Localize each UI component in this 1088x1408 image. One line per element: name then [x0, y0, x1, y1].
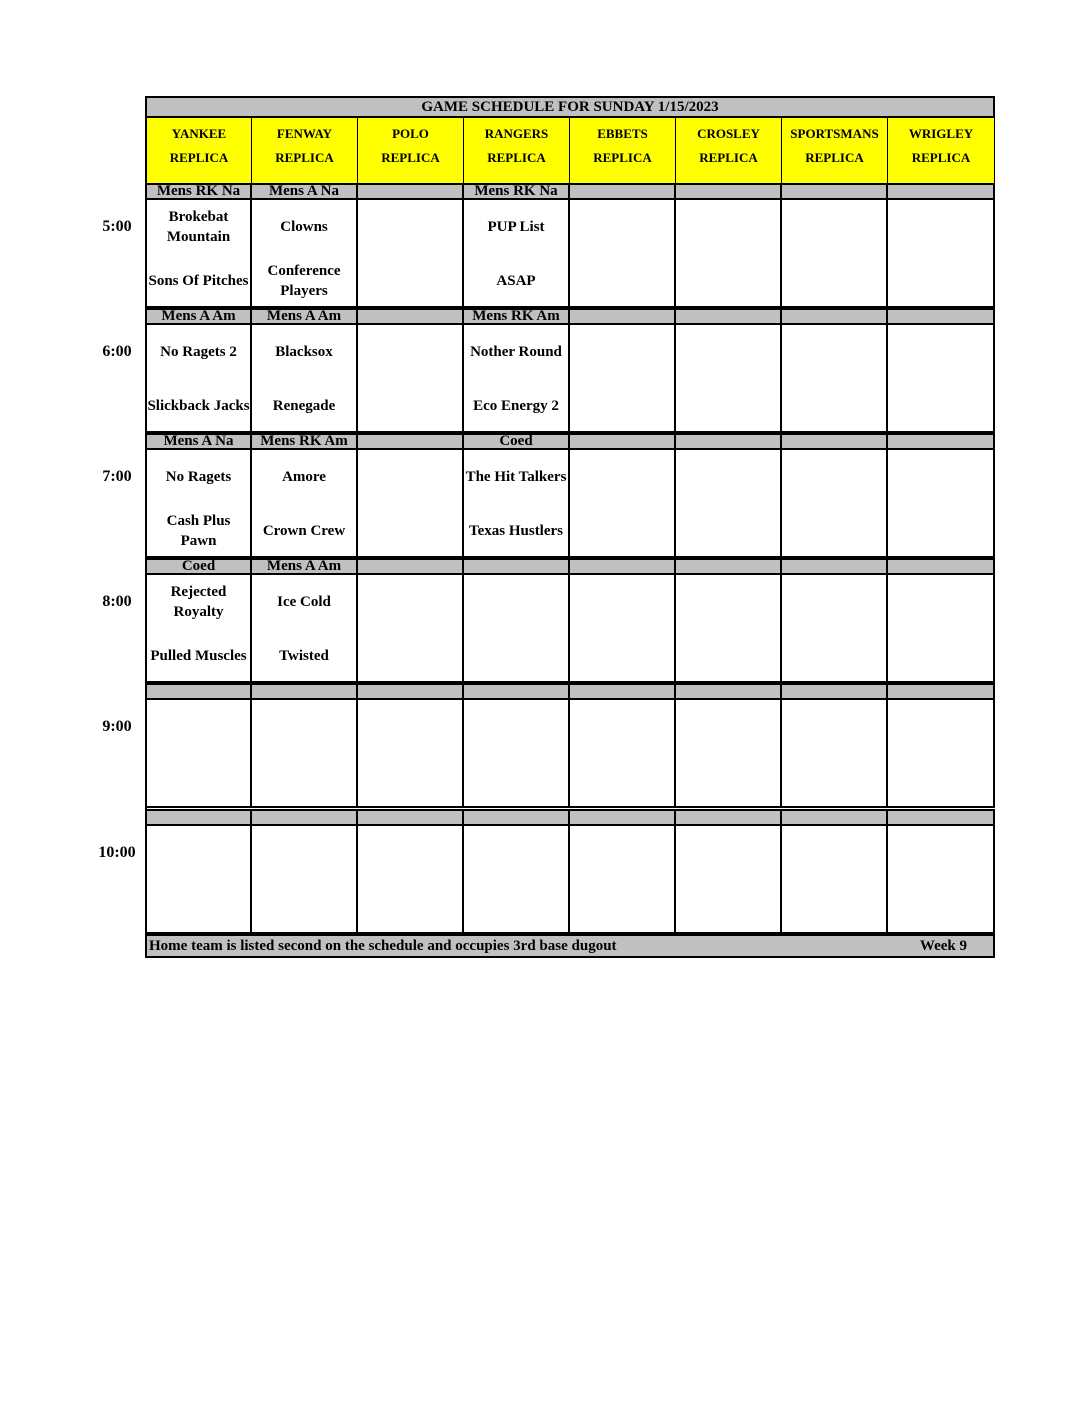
division-label: Mens A Am	[252, 308, 358, 325]
away-team	[782, 204, 886, 250]
away-team	[676, 329, 780, 375]
field-subtitle: REPLICA	[699, 150, 758, 165]
away-team	[888, 579, 993, 625]
game-cell	[464, 200, 570, 308]
game-cell	[888, 450, 995, 558]
home-team	[464, 758, 568, 804]
division-label: Mens A Am	[252, 558, 358, 575]
field-name: POLO	[392, 126, 429, 141]
game-cell	[782, 450, 888, 558]
game-cell	[464, 700, 570, 808]
away-team: Nother Round	[470, 344, 562, 360]
game-cell	[888, 325, 995, 433]
time-label: 8:00	[102, 593, 132, 610]
away-team	[888, 454, 993, 500]
home-team	[358, 383, 462, 429]
field-name: CROSLEY	[697, 126, 760, 141]
home-team	[570, 508, 674, 554]
field-name: FENWAY	[276, 126, 333, 141]
schedule-footer	[145, 934, 995, 958]
away-team	[570, 454, 674, 500]
home-team	[570, 884, 674, 930]
field-name: RANGERS	[484, 126, 549, 141]
division-label: Mens RK Na	[464, 183, 570, 200]
away-team	[358, 704, 462, 750]
division-label	[570, 308, 676, 325]
division-label	[888, 433, 995, 450]
game-cell	[570, 450, 676, 558]
field-subtitle: REPLICA	[169, 150, 229, 165]
home-team	[147, 758, 250, 804]
field-subtitle: REPLICA	[805, 150, 864, 165]
game-cell	[147, 325, 252, 433]
division-label	[464, 683, 570, 700]
division-label	[782, 433, 888, 450]
home-team	[464, 884, 568, 930]
time-label: 7:00	[102, 468, 132, 485]
away-team	[888, 204, 993, 250]
home-team	[676, 383, 780, 429]
home-team	[570, 633, 674, 679]
division-label	[252, 683, 358, 700]
away-team: Ice Cold	[277, 594, 331, 610]
footer-note: Home team is listed second on the schedule and occupies 3rd base dugout	[149, 938, 617, 954]
time-label: 9:00	[102, 718, 132, 735]
game-cell	[252, 200, 358, 308]
away-team	[888, 329, 993, 375]
table-left-border	[145, 96, 147, 958]
home-team	[147, 884, 250, 930]
division-label	[147, 809, 252, 826]
division-label	[888, 809, 995, 826]
field-subtitle: REPLICA	[593, 150, 652, 165]
game-cell	[147, 450, 252, 558]
home-team	[888, 258, 993, 304]
game-cell	[888, 700, 995, 808]
game-cell	[358, 575, 464, 683]
division-label	[782, 183, 888, 200]
division-label	[358, 433, 464, 450]
division-label: Mens RK Na	[147, 183, 252, 200]
division-label: Mens A Na	[147, 433, 252, 450]
away-team	[888, 830, 993, 876]
time-label: 5:00	[102, 218, 132, 235]
game-cell	[888, 200, 995, 308]
game-cell	[358, 325, 464, 433]
schedule-title: GAME SCHEDULE FOR SUNDAY 1/15/2023	[145, 96, 995, 118]
away-team	[676, 454, 780, 500]
game-cell	[252, 450, 358, 558]
away-team: The Hit Talkers	[465, 469, 567, 485]
division-label: Mens A Am	[147, 308, 252, 325]
away-team	[888, 704, 993, 750]
away-team: Blacksox	[275, 344, 333, 360]
home-team: Conference Players	[267, 263, 341, 299]
away-team	[570, 579, 674, 625]
home-team	[252, 758, 356, 804]
away-team	[358, 329, 462, 375]
division-label	[676, 558, 782, 575]
away-team	[358, 579, 462, 625]
home-team: Texas Hustlers	[468, 523, 564, 539]
field-header	[252, 118, 358, 183]
away-team	[464, 579, 568, 625]
home-team: Crown Crew	[262, 523, 346, 539]
home-team	[358, 884, 462, 930]
time-label: 10:00	[98, 844, 136, 861]
home-team	[888, 383, 993, 429]
game-cell	[252, 325, 358, 433]
home-team	[676, 884, 780, 930]
home-team	[782, 884, 886, 930]
game-cell	[570, 700, 676, 808]
game-cell	[676, 575, 782, 683]
division-label	[676, 433, 782, 450]
home-team	[464, 633, 568, 679]
division-label	[570, 433, 676, 450]
home-team: Renegade	[272, 398, 336, 414]
field-name: WRIGLEY	[908, 126, 974, 141]
field-subtitle: REPLICA	[381, 150, 440, 165]
away-team: No Ragets 2	[160, 344, 237, 360]
away-team	[147, 704, 250, 750]
field-name: EBBETS	[597, 126, 648, 141]
game-cell	[358, 450, 464, 558]
division-label	[358, 809, 464, 826]
home-team	[782, 258, 886, 304]
division-label	[464, 809, 570, 826]
away-team: No Ragets	[165, 469, 232, 485]
home-team	[570, 758, 674, 804]
home-team	[676, 633, 780, 679]
home-team: Sons Of Pitches	[148, 273, 249, 289]
home-team	[888, 758, 993, 804]
division-label	[570, 683, 676, 700]
away-team	[782, 579, 886, 625]
division-label: Mens RK Am	[464, 308, 570, 325]
division-label	[782, 308, 888, 325]
home-team: Pulled Muscles	[150, 648, 247, 664]
division-label	[676, 809, 782, 826]
game-cell	[252, 826, 358, 934]
division-label	[676, 183, 782, 200]
game-cell	[252, 575, 358, 683]
field-name: YANKEE	[171, 126, 227, 141]
game-cell	[252, 700, 358, 808]
away-team: Rejected Royalty	[170, 584, 227, 620]
home-team	[676, 508, 780, 554]
game-cell	[676, 826, 782, 934]
home-team	[888, 884, 993, 930]
home-team	[358, 633, 462, 679]
division-label: Coed	[464, 433, 570, 450]
field-header	[782, 118, 888, 183]
game-cell	[570, 575, 676, 683]
field-header	[147, 118, 252, 183]
division-label	[782, 683, 888, 700]
division-label	[570, 809, 676, 826]
home-team	[570, 258, 674, 304]
division-label	[782, 558, 888, 575]
home-team	[888, 633, 993, 679]
away-team	[464, 704, 568, 750]
away-team: PUP List	[487, 219, 545, 235]
home-team: ASAP	[496, 273, 536, 289]
game-cell	[676, 450, 782, 558]
home-team	[358, 258, 462, 304]
game-cell	[464, 575, 570, 683]
division-label	[888, 183, 995, 200]
home-team	[570, 383, 674, 429]
away-team	[782, 830, 886, 876]
game-cell	[147, 700, 252, 808]
division-label	[147, 683, 252, 700]
division-label	[888, 308, 995, 325]
game-cell	[464, 826, 570, 934]
away-team	[676, 579, 780, 625]
away-team	[570, 830, 674, 876]
home-team: Cash Plus Pawn	[166, 513, 231, 549]
game-cell	[782, 325, 888, 433]
home-team	[782, 383, 886, 429]
field-header	[464, 118, 570, 183]
game-cell	[147, 575, 252, 683]
home-team: Eco Energy 2	[473, 398, 559, 414]
week-label: Week 9	[919, 938, 967, 954]
division-label	[570, 558, 676, 575]
game-cell	[358, 826, 464, 934]
away-team	[358, 830, 462, 876]
away-team	[782, 704, 886, 750]
division-label: Mens RK Am	[252, 433, 358, 450]
home-team	[888, 508, 993, 554]
division-label: Coed	[147, 558, 252, 575]
game-cell	[570, 826, 676, 934]
game-cell	[570, 200, 676, 308]
home-team	[358, 508, 462, 554]
home-team	[782, 508, 886, 554]
game-cell	[782, 700, 888, 808]
game-cell	[147, 826, 252, 934]
away-team	[358, 204, 462, 250]
field-subtitle: REPLICA	[487, 150, 546, 165]
away-team	[782, 454, 886, 500]
away-team	[570, 204, 674, 250]
away-team	[676, 704, 780, 750]
division-label	[464, 558, 570, 575]
home-team	[782, 633, 886, 679]
away-team	[252, 830, 356, 876]
home-team: Twisted	[279, 648, 329, 664]
division-label	[782, 809, 888, 826]
game-cell	[888, 826, 995, 934]
home-team	[252, 884, 356, 930]
division-label	[358, 558, 464, 575]
field-header	[570, 118, 676, 183]
division-label	[358, 683, 464, 700]
field-header	[888, 118, 995, 183]
division-label	[676, 683, 782, 700]
home-team	[782, 758, 886, 804]
division-label	[358, 308, 464, 325]
home-team: Slickback Jacks	[147, 398, 250, 414]
field-header	[358, 118, 464, 183]
game-cell	[464, 325, 570, 433]
division-label	[888, 558, 995, 575]
home-team	[358, 758, 462, 804]
away-team: Brokebat Mountain	[166, 209, 231, 245]
field-subtitle: REPLICA	[911, 150, 971, 165]
game-cell	[358, 700, 464, 808]
away-team	[147, 830, 250, 876]
division-label	[676, 308, 782, 325]
game-cell	[570, 325, 676, 433]
away-team	[358, 454, 462, 500]
game-cell	[358, 200, 464, 308]
home-team	[676, 758, 780, 804]
game-cell	[782, 575, 888, 683]
away-team	[252, 704, 356, 750]
away-team	[464, 830, 568, 876]
field-header	[676, 118, 782, 183]
away-team	[676, 830, 780, 876]
division-label	[888, 683, 995, 700]
away-team	[782, 329, 886, 375]
time-label: 6:00	[102, 343, 132, 360]
division-label: Mens A Na	[252, 183, 358, 200]
division-label	[358, 183, 464, 200]
away-team	[570, 704, 674, 750]
home-team	[676, 258, 780, 304]
division-label	[252, 809, 358, 826]
game-cell	[888, 575, 995, 683]
game-cell	[676, 200, 782, 308]
away-team: Amore	[282, 469, 326, 485]
away-team	[570, 329, 674, 375]
game-cell	[676, 700, 782, 808]
game-cell	[464, 450, 570, 558]
game-cell	[147, 200, 252, 308]
game-cell	[782, 826, 888, 934]
game-cell	[782, 200, 888, 308]
away-team	[676, 204, 780, 250]
field-name: SPORTSMANS	[790, 126, 879, 141]
away-team: Clowns	[280, 219, 328, 235]
division-label	[570, 183, 676, 200]
game-cell	[676, 325, 782, 433]
field-subtitle: REPLICA	[275, 150, 334, 165]
